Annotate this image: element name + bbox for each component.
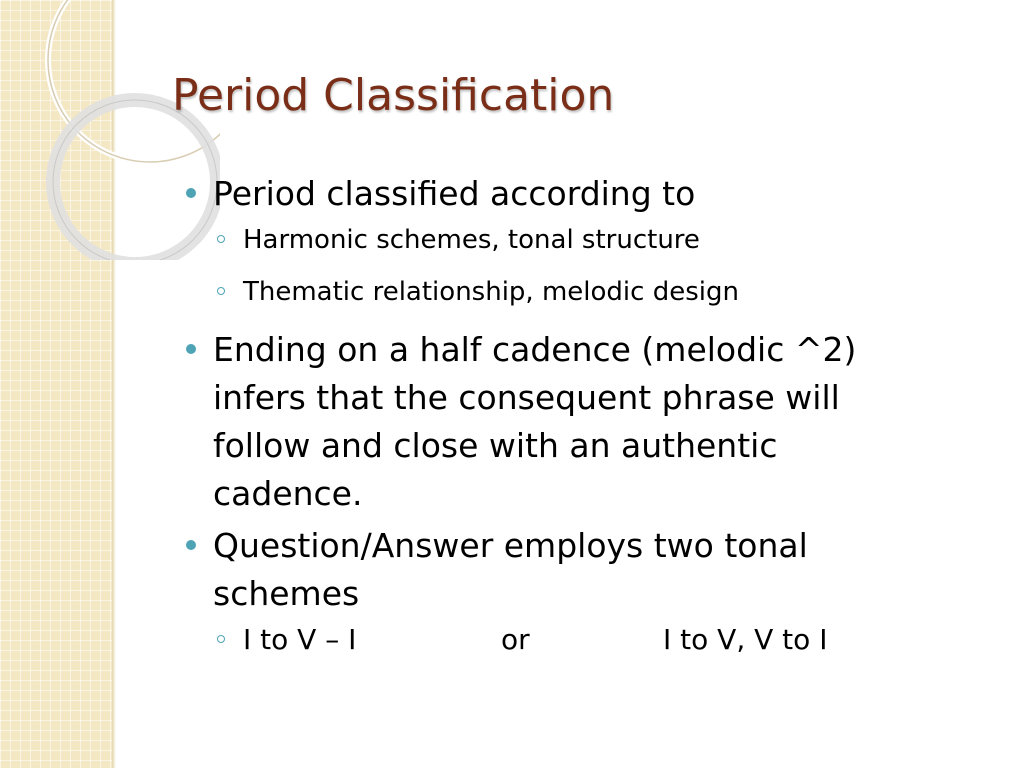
bullet-dot-icon [186, 188, 196, 198]
sub-bullet-ring-icon [217, 235, 225, 243]
sub-bullet-text: Harmonic schemes, tonal structure [243, 225, 700, 255]
slide-body [186, 170, 906, 674]
bullet-text: Period classified according to [213, 174, 696, 213]
or-separator: or [501, 623, 530, 656]
slide-title: Period Classification [172, 70, 615, 121]
bullet-text: Ending on a half cadence (melodic ^2) infers that the consequent phrase will follow and close with an authentic cadence. [213, 330, 857, 513]
sub-bullet-text: Thematic relationship, melodic design [243, 277, 739, 307]
tonal-scheme-b: I to V, V to I [663, 623, 828, 656]
bullet-item [186, 170, 906, 218]
bullet-item [186, 522, 906, 618]
bullet-text: Question/Answer employs two tonal schemes [213, 526, 808, 613]
bullet-item [186, 326, 906, 518]
sub-bullet-item [186, 274, 906, 310]
sub-bullet-ring-icon [217, 287, 225, 295]
sub-bullet-item [186, 622, 906, 658]
sub-bullet-ring-icon [217, 635, 225, 643]
bullet-dot-icon [186, 540, 196, 550]
sub-bullet-item [186, 222, 906, 258]
bullet-dot-icon [186, 344, 196, 354]
tonal-scheme-a: I to V – I [243, 623, 357, 656]
